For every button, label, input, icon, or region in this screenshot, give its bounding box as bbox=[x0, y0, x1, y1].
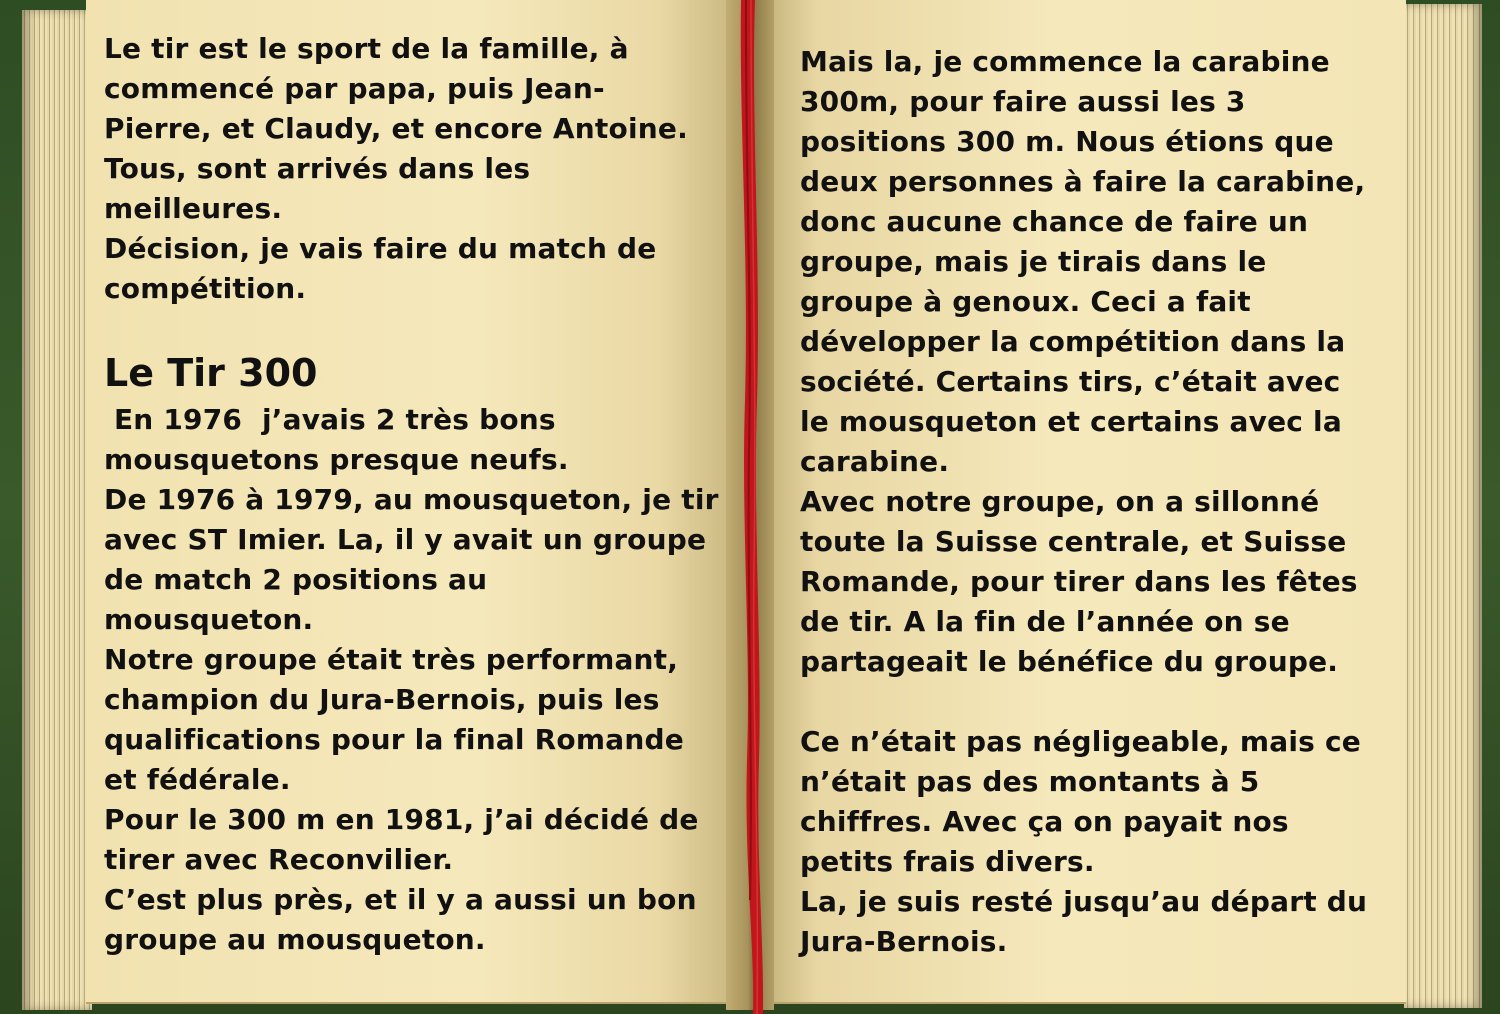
text-line: qualifications pour la final Romande bbox=[104, 723, 684, 756]
bookmark-ribbon-icon bbox=[737, 0, 767, 1014]
text-line: et fédérale. bbox=[104, 763, 291, 796]
text-line: Notre groupe était très performant, bbox=[104, 643, 679, 676]
text-line: meilleures. bbox=[104, 192, 283, 225]
text-line: deux personnes à faire la carabine, bbox=[800, 165, 1366, 198]
text-line: le mousqueton et certains avec la bbox=[800, 405, 1342, 438]
right-page-stack bbox=[1404, 4, 1482, 1008]
text-line: avec ST Imier. La, il y avait un groupe bbox=[104, 523, 707, 556]
text-line: partageait le bénéfice du groupe. bbox=[800, 645, 1339, 678]
text-line: Pour le 300 m en 1981, j’ai décidé de bbox=[104, 803, 699, 836]
text-line: Pierre, et Claudy, et encore Antoine. bbox=[104, 112, 688, 145]
text-line: chiffres. Avec ça on payait nos bbox=[800, 805, 1289, 838]
left-page-body bbox=[104, 400, 724, 960]
text-line: Décision, je vais faire du match de bbox=[104, 232, 657, 265]
text-line: petits frais divers. bbox=[800, 845, 1095, 878]
text-line: de match 2 positions au bbox=[104, 563, 488, 596]
text-line: société. Certains tirs, c’était avec bbox=[800, 365, 1341, 398]
text-line: Romande, pour tirer dans les fêtes bbox=[800, 565, 1358, 598]
text-line: toute la Suisse centrale, et Suisse bbox=[800, 525, 1347, 558]
text-line: groupe, mais je tirais dans le bbox=[800, 245, 1267, 278]
text-line: tirer avec Reconvilier. bbox=[104, 843, 454, 876]
text-line: de tir. A la fin de l’année on se bbox=[800, 605, 1290, 638]
text-line: Tous, sont arrivés dans les bbox=[104, 152, 531, 185]
right-page-body bbox=[800, 42, 1390, 962]
text-line: Mais la, je commence la carabine bbox=[800, 45, 1330, 78]
text-line: développer la compétition dans la bbox=[800, 325, 1346, 358]
text-line: donc aucune chance de faire un bbox=[800, 205, 1309, 238]
text-line: Ce n’était pas négligeable, mais ce bbox=[800, 725, 1361, 758]
text-line: groupe au mousqueton. bbox=[104, 923, 486, 956]
text-line: groupe à genoux. Ceci a fait bbox=[800, 285, 1251, 318]
paragraph-spacer bbox=[800, 682, 1390, 722]
text-line: Le tir est le sport de la famille, à bbox=[104, 32, 629, 65]
text-line: mousqueton. bbox=[104, 603, 314, 636]
text-line: 300m, pour faire aussi les 3 bbox=[800, 85, 1246, 118]
section-heading: Le Tir 300 bbox=[104, 351, 318, 395]
text-line: positions 300 m. Nous étions que bbox=[800, 125, 1334, 158]
text-line: En 1976 j’avais 2 très bons bbox=[104, 403, 556, 436]
text-line: Avec notre groupe, on a sillonné bbox=[800, 485, 1320, 518]
text-line: C’est plus près, et il y a aussi un bon bbox=[104, 883, 697, 916]
text-line: Jura-Bernois. bbox=[800, 925, 1008, 958]
left-page-stack bbox=[22, 10, 92, 1010]
text-line: mousquetons presque neufs. bbox=[104, 443, 569, 476]
text-line: compétition. bbox=[104, 272, 307, 305]
text-line: champion du Jura-Bernois, puis les bbox=[104, 683, 660, 716]
text-line: commencé par papa, puis Jean- bbox=[104, 72, 605, 105]
text-line: La, je suis resté jusqu’au départ du bbox=[800, 885, 1368, 918]
left-page-intro bbox=[104, 29, 724, 309]
text-line: n’était pas des montants à 5 bbox=[800, 765, 1260, 798]
text-line: De 1976 à 1979, au mousqueton, je tir bbox=[104, 483, 719, 516]
text-line: carabine. bbox=[800, 445, 950, 478]
